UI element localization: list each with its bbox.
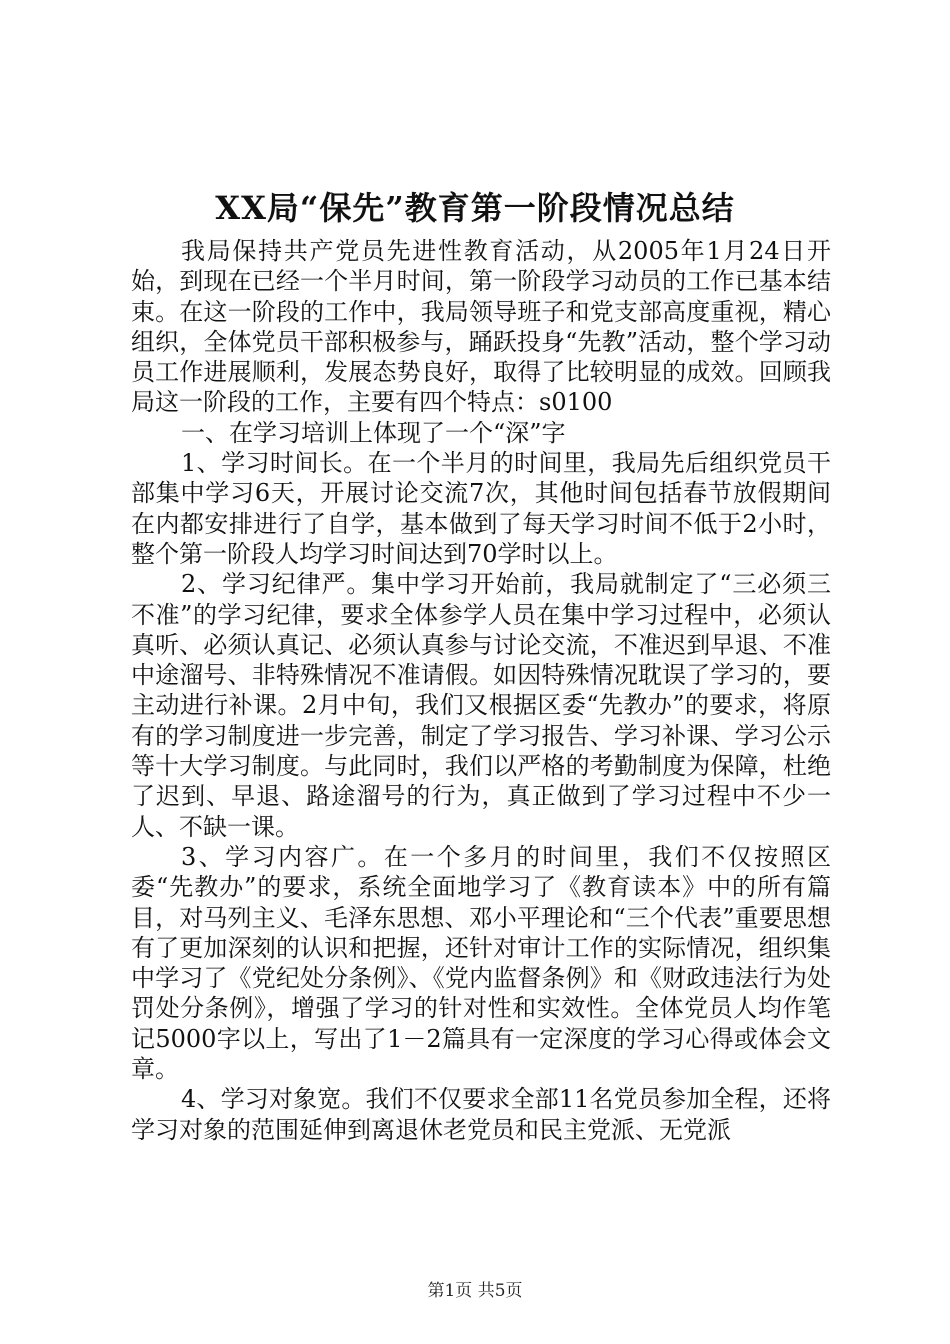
section-heading: 一、在学习培训上体现了一个“深”字 [181,418,566,447]
intro-paragraph: 我局保持共产党员先进性教育活动，从2005年1月24日开始，到现在已经一个半月时间，第一阶段学习动员的工作已基本结束。在这一阶段的工作中，我局领导班子和党支部高度重视，精心组织，全体党员干部积极参与，踊跃投身“先教”活动，整个学习动员工作进展顺利，发展态势良好，取得了比较明显的成效。回顾我局这一阶段的工作，主要有四个特点：s0100 [131,237,831,417]
body-paragraph: 4、学习对象宽。我们不仅要求全部11名党员参加全程，还将学习对象的范围延伸到离退休老党员和民主党派、无党派 [131,1085,831,1144]
page-footer: 第1页 共5页 [427,1281,523,1301]
body-paragraph: 1、学习时间长。在一个半月的时间里，我局先后组织党员干部集中学习6天，开展讨论交流7次，其他时间包括春节放假期间在内都安排进行了自学，基本做到了每天学习时间不低于2小时，整个第一阶段人均学习时间达到70学时以上。 [131,449,831,568]
body-paragraph: 2、学习纪律严。集中学习开始前，我局就制定了“三必须三不准”的学习纪律，要求全体参学人员在集中学习过程中，必须认真听、必须认真记、必须认真参与讨论交流，不准迟到早退、不准中途溜号、非特殊情况不准请假。如因特殊情况耽误了学习的，要主动进行补课。2月中旬，我们又根据区委“先教办”的要求，将原有的学习制度进一步完善，制定了学习报告、学习补课、学习公示等十大学习制度。与此同时，我们以严格的考勤制度为保障，杜绝了迟到、早退、路途溜号的行为，真正做到了学习过程中不少一人、不缺一课。 [131,570,831,841]
body-paragraph: 3、学习内容广。在一个多月的时间里，我们不仅按照区委“先教办”的要求，系统全面地学习了《教育读本》中的所有篇目，对马列主义、毛泽东思想、邓小平理论和“三个代表”重要思想有了更加深刻的认识和把握，还针对审计工作的实际情况，组织集中学习了《党纪处分条例》、《党内监督条例》和《财政违法行为处罚处分条例》，增强了学习的针对性和实效性。全体党员人均作笔记5000字以上，写出了1－2篇具有一定深度的学习心得或体会文章。 [131,842,831,1084]
document-body [131,236,831,1145]
document-title: XX局“保先”教育第一阶段情况总结 [215,189,735,227]
